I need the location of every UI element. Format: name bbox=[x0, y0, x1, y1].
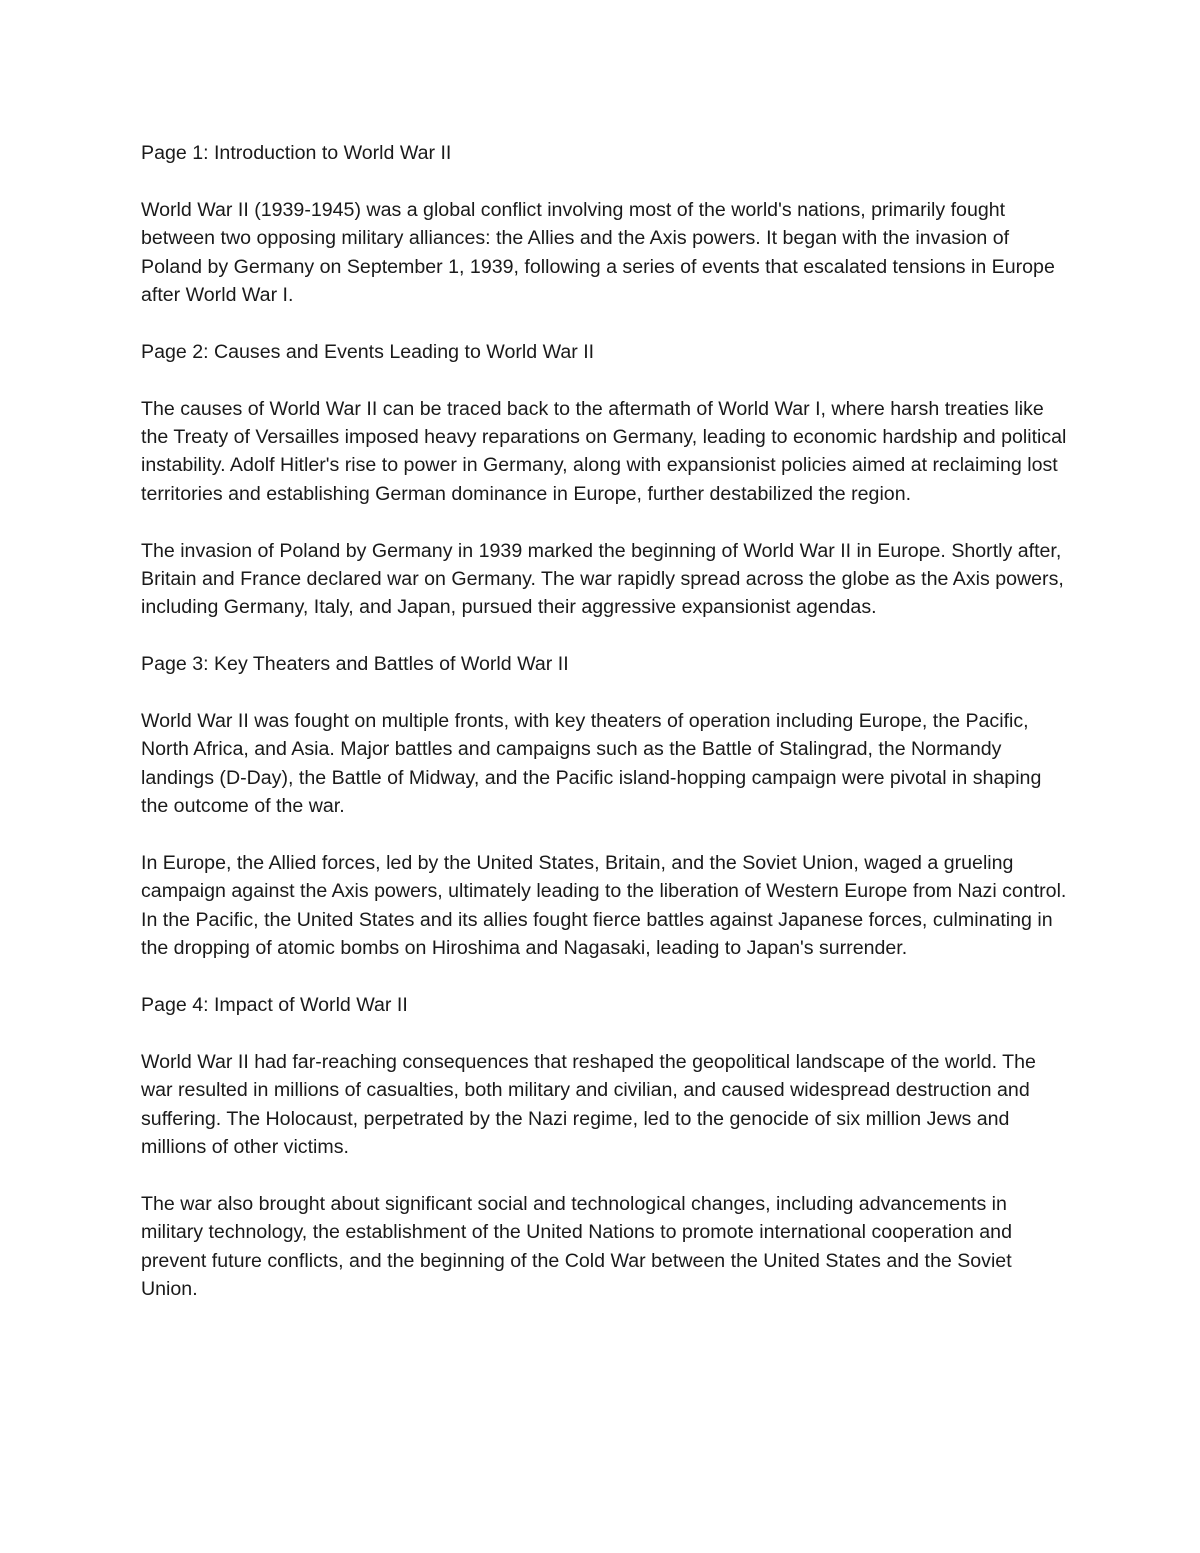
section-heading: Page 2: Causes and Events Leading to World War II bbox=[141, 340, 595, 363]
section-heading: Page 3: Key Theaters and Battles of World War II bbox=[141, 653, 569, 676]
section-page-4 bbox=[141, 991, 1071, 1303]
section-paragraph: World War II was fought on multiple fronts, with key theaters of operation including Europe, the Pacific, North Africa, and Asia. Major battles and campaigns such as the Battle of Stalingrad, the Normandy landings (D-Day), the Battle of Midway, and the Pacific island-hopping campaign were pivotal in shaping the outcome of the war. bbox=[141, 710, 1042, 818]
section-heading: Page 4: Impact of World War II bbox=[141, 994, 408, 1017]
section-page-3 bbox=[141, 650, 1071, 962]
section-paragraph: World War II (1939-1945) was a global conflict involving most of the world's nations, primarily fought between two opposing military alliances: the Allies and the Axis powers. It began with the invasion of Poland by Germany on September 1, 1939, following a series of events that escalated tensions in Europe after World War I. bbox=[141, 198, 1055, 307]
section-page-1 bbox=[141, 139, 1071, 309]
section-paragraph: The war also brought about significant social and technological changes, including advancements in military technology, the establishment of the United Nations to promote international cooperation and prevent future conflicts, and the beginning of the Cold War between the United States and the Soviet Union. bbox=[141, 1192, 1012, 1301]
section-paragraph: World War II had far-reaching consequences that reshaped the geopolitical landscape of the world. The war resulted in millions of casualties, both military and civilian, and caused widespread destruction and suffering. The Holocaust, perpetrated by the Nazi regime, led to the genocide of six million Jews and millions of other victims. bbox=[141, 1050, 1036, 1159]
section-heading: Page 1: Introduction to World War II bbox=[141, 142, 452, 164]
section-paragraph: In Europe, the Allied forces, led by the United States, Britain, and the Soviet Union, waged a grueling campaign against the Axis powers, ultimately leading to the liberation of Western Europe from Nazi control. In the Pacific, the United States and its allies fought fierce battles against Japanese forces, culminating in the dropping of atomic bombs on Hiroshima and Nagasaki, leading to Japan's surrender. bbox=[141, 852, 1067, 960]
section-paragraph: The causes of World War II can be traced back to the aftermath of World War I, where harsh treaties like the Treaty of Versailles imposed heavy reparations on Germany, leading to economic hardship and political instability. Adolf Hitler's rise to power in Germany, along with expansionist policies aimed at reclaiming lost territories and establishing German dominance in Europe, further destabilized the region. bbox=[141, 397, 1067, 505]
section-page-2 bbox=[141, 338, 1071, 622]
section-paragraph: The invasion of Poland by Germany in 1939 marked the beginning of World War II in Europe. Shortly after, Britain and France declared war on Germany. The war rapidly spread across the globe as the Axis powers, including Germany, Italy, and Japan, pursued their aggressive expansionist agendas. bbox=[141, 539, 1064, 619]
document-page bbox=[141, 139, 1071, 1332]
